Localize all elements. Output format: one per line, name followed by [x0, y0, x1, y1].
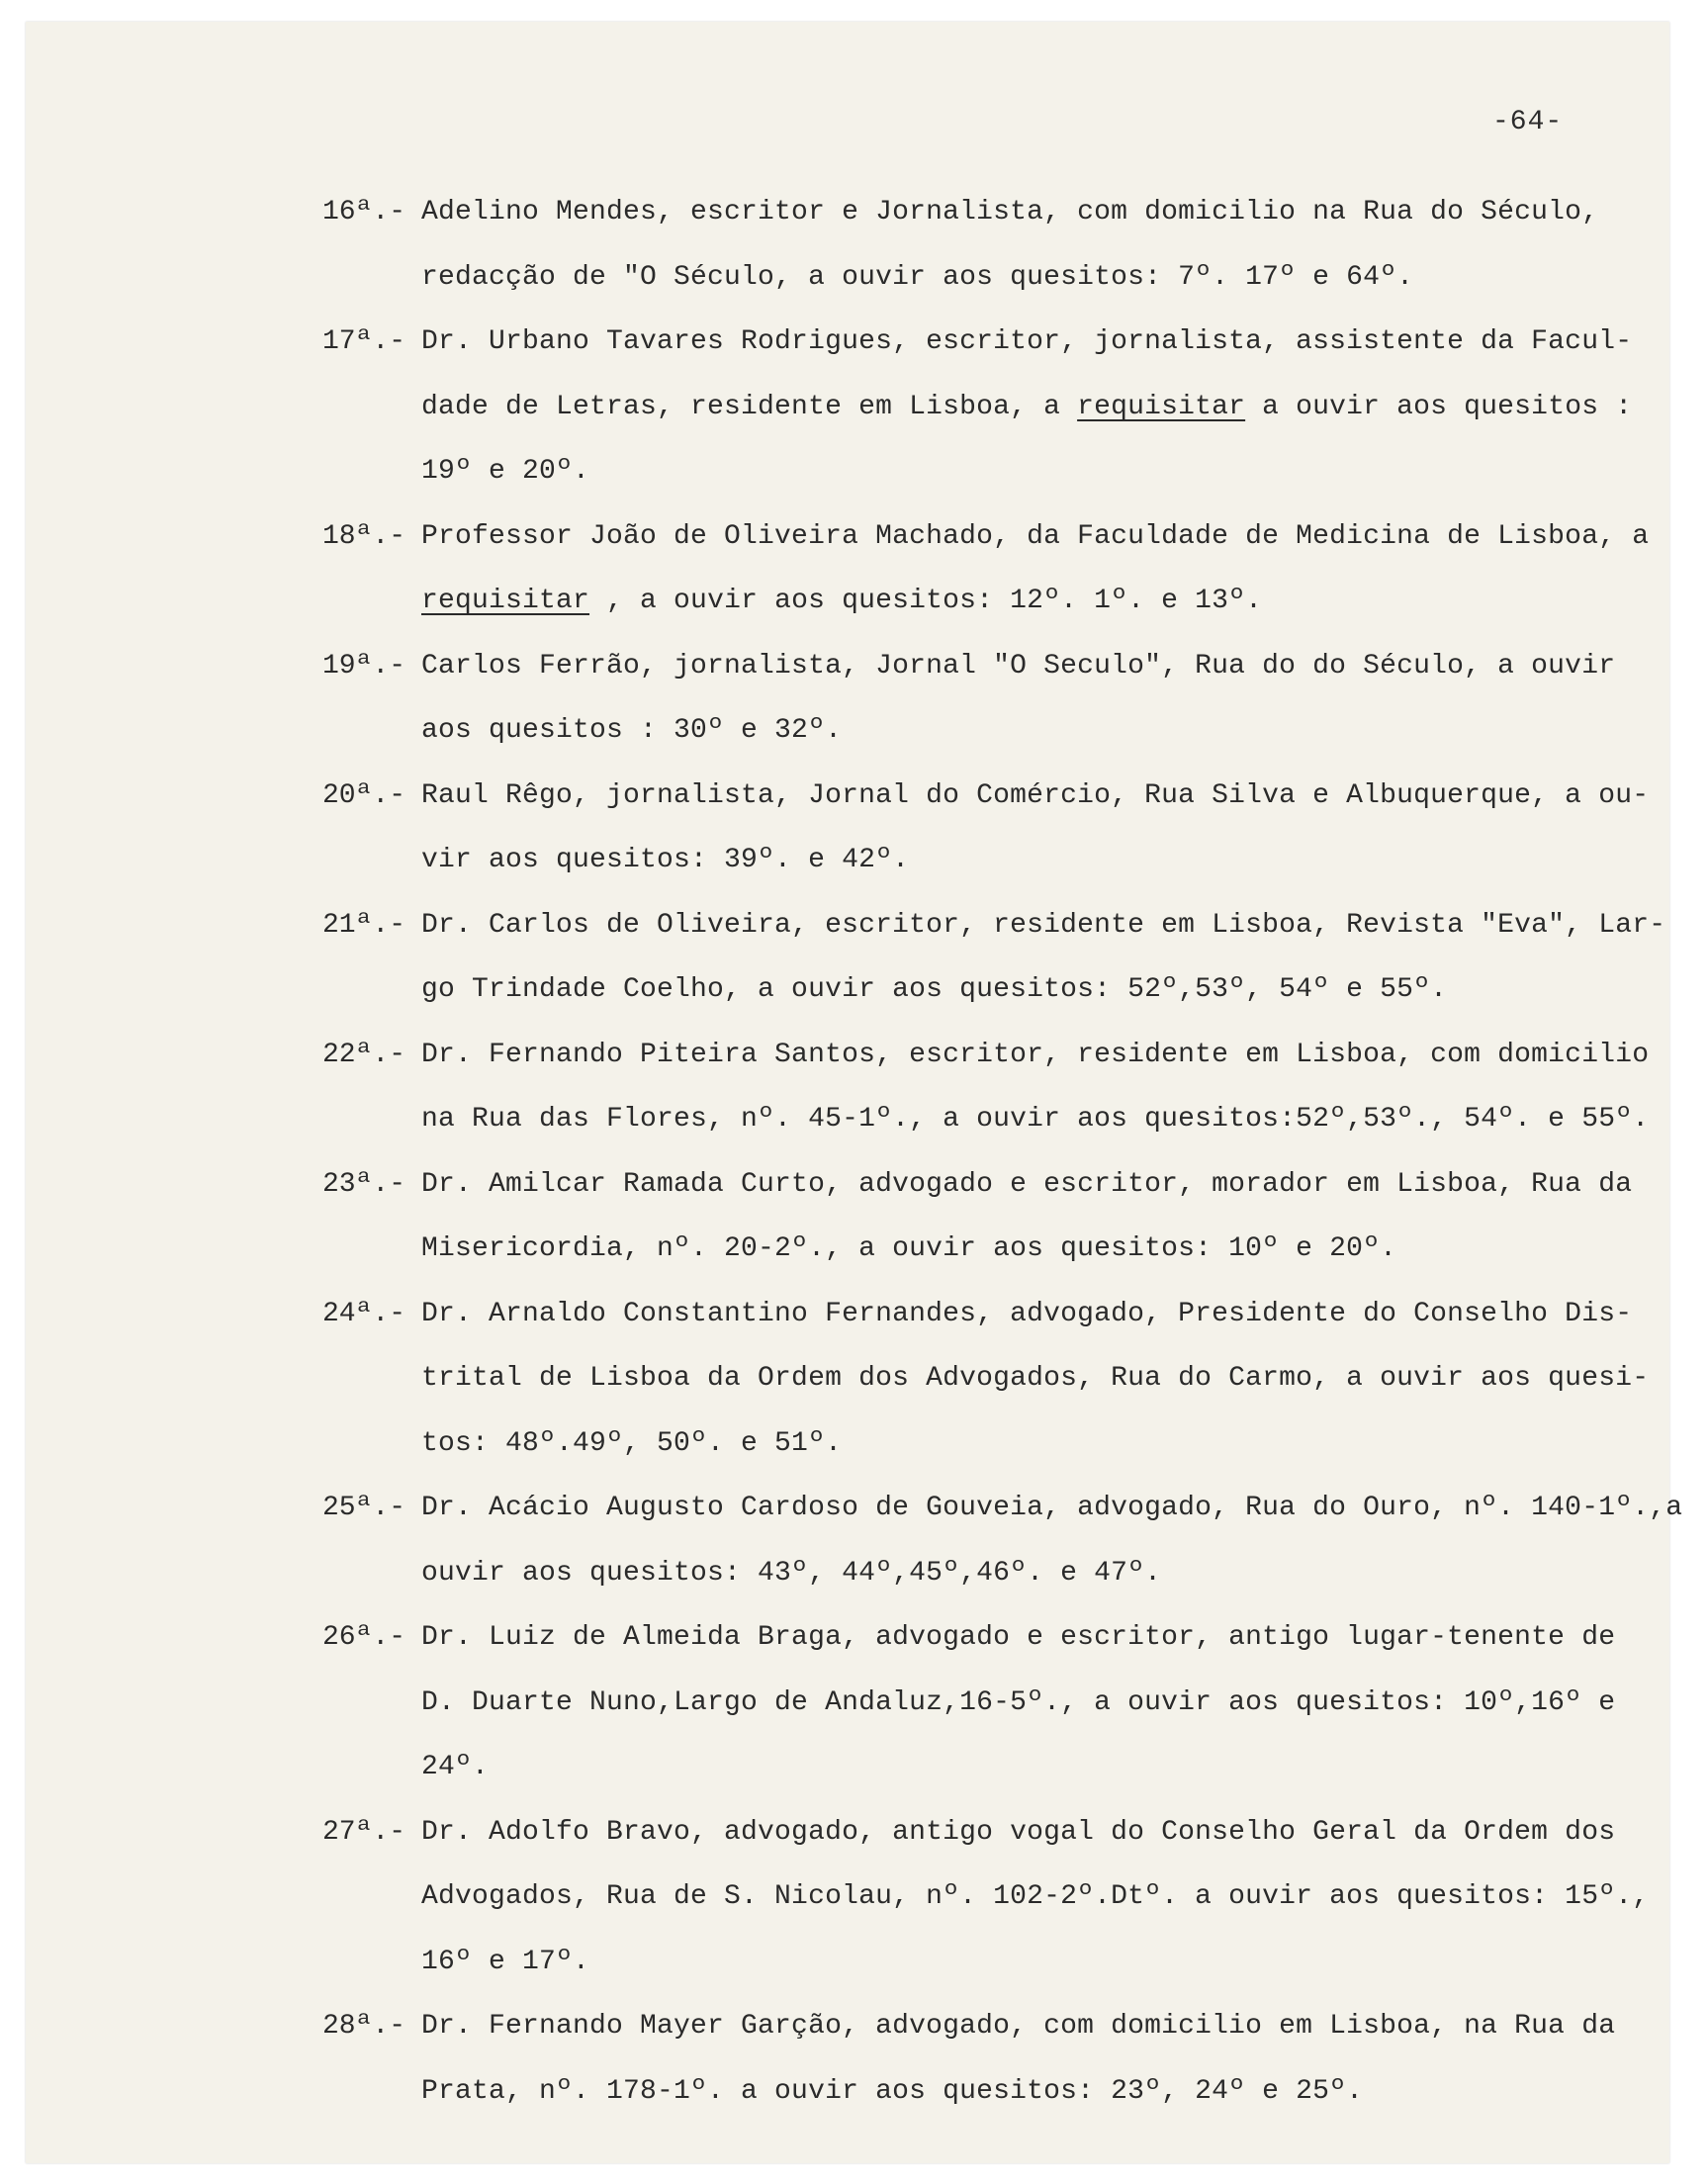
list-item: [322, 1152, 1648, 1282]
list-item: [322, 1605, 1648, 1800]
entry-line: Professor João de Oliveira Machado, da Faculdade de Medicina de Lisboa, a: [421, 520, 1650, 552]
entry-number: 24ª.-: [322, 1298, 406, 1329]
entry-number: 22ª.-: [322, 1039, 406, 1070]
list-item: [322, 310, 1648, 504]
entry-line: 19º e 20º.: [421, 456, 590, 487]
entry-text: , a ouvir aos quesitos: 12º. 1º. e 13º.: [606, 586, 1263, 616]
page-number: -64-: [1492, 107, 1564, 137]
list-item: [322, 1023, 1648, 1152]
entry-line: Dr. Carlos de Oliveira, escritor, residente em Lisboa, Revista "Eva", Lar-: [421, 909, 1666, 941]
entry-line: D. Duarte Nuno,Largo de Andaluz,16-5º., a ouvir aos quesitos: 10º,16º e: [421, 1686, 1616, 1718]
entry-line: Dr. Amilcar Ramada Curto, advogado e escritor, morador em Lisboa, Rua da: [421, 1168, 1633, 1200]
witness-list: [322, 180, 1683, 2124]
entry-number: 16ª.-: [322, 197, 406, 227]
entry-number: 20ª.-: [322, 779, 406, 811]
entry-number: 18ª.-: [322, 520, 406, 552]
entry-number: 28ª.-: [322, 2011, 406, 2042]
entry-line: tos: 48º.49º, 50º. e 51º.: [421, 1427, 843, 1459]
entry-line: go Trindade Coelho, a ouvir aos quesitos: 52º,53º, 54º e 55º.: [421, 974, 1448, 1005]
entry-number: 21ª.-: [322, 909, 406, 941]
entry-line: Prata, nº. 178-1º. a ouvir aos quesitos: 23º, 24º e 25º.: [421, 2075, 1364, 2107]
entry-line: vir aos quesitos: 39º. e 42º.: [421, 845, 910, 875]
entry-line: Carlos Ferrão, jornalista, Jornal "O Seculo", Rua do do Século, a ouvir: [421, 650, 1616, 682]
entry-line: Dr. Acácio Augusto Cardoso de Gouveia, advogado, Rua do Ouro, nº. 140-1º.,a: [421, 1493, 1683, 1523]
entry-line: 16º e 17º.: [421, 1946, 590, 1977]
list-item: [322, 180, 1648, 310]
list-item: [322, 1282, 1648, 1477]
entry-line: [421, 569, 1648, 634]
entry-line: 24º.: [421, 1752, 490, 1782]
entry-number: 26ª.-: [322, 1622, 406, 1653]
list-item: [322, 504, 1648, 634]
entry-line: Dr. Luiz de Almeida Braga, advogado e escritor, antigo lugar-tenente de: [421, 1622, 1616, 1653]
entry-line: [421, 375, 1648, 440]
entry-line: Dr. Arnaldo Constantino Fernandes, advogado, Presidente do Conselho Dis-: [421, 1298, 1633, 1329]
entry-text: dade de Letras, residente em Lisboa, a: [421, 391, 1078, 422]
entry-line: redacção de "O Século, a ouvir aos quesitos: 7º. 17º e 64º.: [421, 261, 1414, 293]
list-item: [322, 893, 1666, 1023]
entry-line: Dr. Adolfo Bravo, advogado, antigo vogal do Conselho Geral da Ordem dos: [421, 1816, 1616, 1848]
entry-line: Dr. Urbano Tavares Rodrigues, escritor, jornalista, assistente da Facul-: [421, 326, 1633, 357]
entry-text: a ouvir aos quesitos :: [1245, 391, 1633, 422]
entry-line: trital de Lisboa da Ordem dos Advogados, Rua do Carmo, a ouvir aos quesi-: [421, 1363, 1650, 1394]
entry-line: Adelino Mendes, escritor e Jornalista, com domicilio na Rua do Século,: [421, 197, 1599, 227]
list-item: [322, 1994, 1648, 2124]
entry-line: na Rua das Flores, nº. 45-1º., a ouvir aos quesitos:52º,53º., 54º. e 55º.: [421, 1104, 1650, 1135]
entry-line: Misericordia, nº. 20-2º., a ouvir aos quesitos: 10º e 20º.: [421, 1233, 1397, 1264]
entry-line: Advogados, Rua de S. Nicolau, nº. 102-2º.Dtº. a ouvir aos quesitos: 15º.,: [421, 1881, 1650, 1912]
entry-number: 27ª.-: [322, 1816, 406, 1848]
underlined-word: requisitar: [1077, 391, 1246, 422]
list-item: [322, 634, 1648, 764]
entry-number: 19ª.-: [322, 650, 406, 682]
entry-line: Raul Rêgo, jornalista, Jornal do Comércio, Rua Silva e Albuquerque, a ou-: [421, 779, 1650, 811]
document-page: [26, 22, 1683, 2163]
entry-line: Dr. Fernando Piteira Santos, escritor, residente em Lisboa, com domicilio: [421, 1039, 1650, 1070]
underlined-word: requisitar: [421, 586, 590, 616]
list-item: [322, 1800, 1648, 1995]
entry-line: ouvir aos quesitos: 43º, 44º,45º,46º. e 47º.: [421, 1557, 1162, 1589]
entry-line: aos quesitos : 30º e 32º.: [421, 715, 843, 746]
entry-number: 17ª.-: [322, 326, 406, 357]
list-item: [322, 764, 1648, 893]
entry-number: 25ª.-: [322, 1493, 406, 1523]
entry-number: 23ª.-: [322, 1168, 406, 1200]
entry-line: Dr. Fernando Mayer Garção, advogado, com domicilio em Lisboa, na Rua da: [421, 2011, 1616, 2042]
list-item: [322, 1476, 1683, 1605]
